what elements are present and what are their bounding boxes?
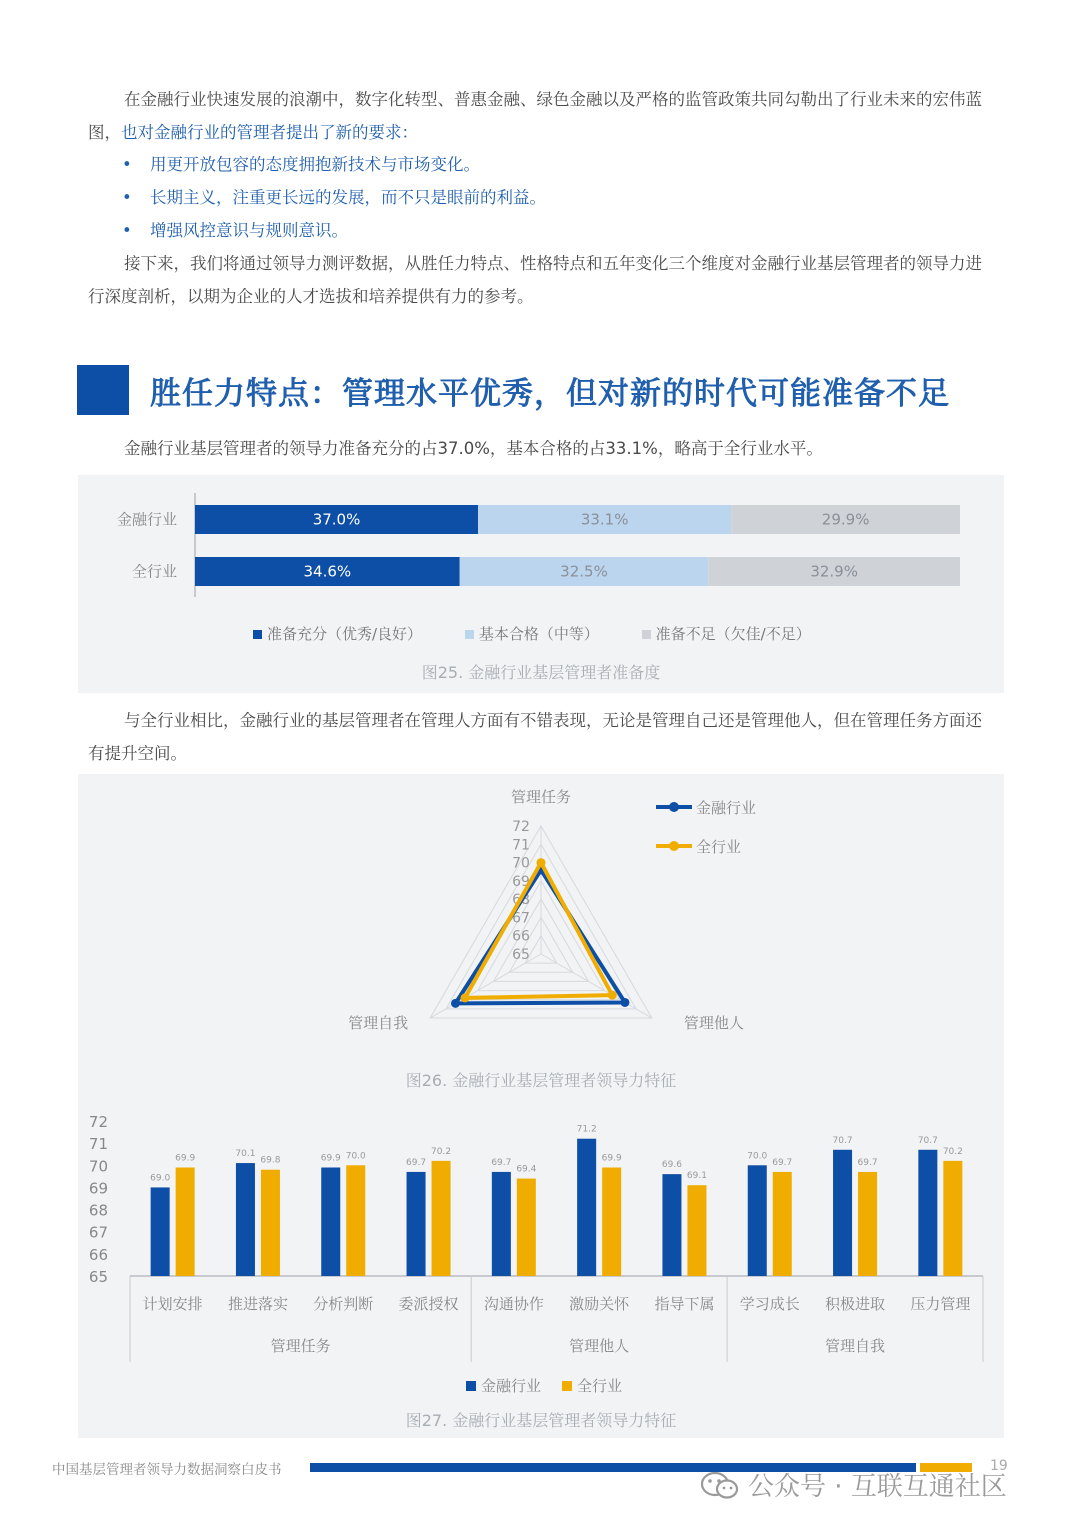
requirement-item: • 增强风控意识与规则意识。 [122, 214, 546, 247]
fig27-category-label: 推进落实 [227, 1295, 288, 1313]
fig27-data-label: 71.2 [576, 1124, 597, 1135]
fig27-bar [602, 1168, 621, 1277]
watermark [700, 1466, 1007, 1503]
fig27-legend-swatch [562, 1381, 572, 1391]
fig27-data-label: 70.0 [747, 1151, 768, 1162]
fig27-data-label: 69.7 [491, 1157, 512, 1168]
fig27-bar [407, 1172, 426, 1276]
radar-legend-marker [669, 841, 679, 851]
fig27-bar [943, 1161, 962, 1276]
fig27-data-label: 70.2 [942, 1146, 963, 1157]
fig27-legend-label: 全行业 [577, 1377, 623, 1395]
fig25-data-label: 37.0% [312, 510, 361, 529]
radar-tick-label: 66 [512, 928, 530, 945]
fig27-bar [492, 1172, 511, 1276]
fig27-bar [918, 1150, 937, 1276]
fig27-category-label: 委派授权 [398, 1295, 459, 1313]
fig27-category-label: 积极进取 [825, 1295, 886, 1313]
fig25-data-label: 29.9% [821, 510, 870, 529]
radar-tick-label: 72 [512, 819, 530, 835]
requirement-item: • 用更开放包容的态度拥抱新技术与市场变化。 [122, 148, 546, 181]
radar-tick-label: 67 [512, 910, 530, 927]
radar-tick-label: 69 [512, 873, 530, 890]
fig27-bar [833, 1150, 852, 1276]
fig27-y-tick-label: 68 [88, 1201, 108, 1220]
fig27-y-tick-label: 69 [88, 1179, 108, 1198]
legend-swatch-ready [253, 630, 262, 639]
intro-text-b: 也对金融行业的管理者提出了新的要求： [121, 123, 418, 142]
fig27-data-label: 69.9 [320, 1153, 341, 1164]
figure-26-caption: 图26. 金融行业基层管理者领导力特征 [405, 1071, 677, 1090]
radar-series-point [608, 991, 617, 1000]
page-number: 19 [990, 1458, 1008, 1474]
fig27-legend-label: 金融行业 [481, 1377, 542, 1395]
radar-tick-label: 71 [512, 837, 530, 854]
fig27-bar [858, 1172, 877, 1276]
fig27-bar [151, 1187, 170, 1276]
section-lead: 金融行业基层管理者的领导力准备充分的占37.0%，基本合格的占33.1%，略高于全行业水平。 [124, 439, 823, 458]
section-marker [77, 365, 129, 415]
fig27-data-label: 69.6 [661, 1160, 682, 1171]
figure-27-caption: 图27. 金融行业基层管理者领导力特征 [405, 1411, 677, 1430]
fig27-data-label: 69.4 [516, 1164, 537, 1175]
requirement-item: • 长期主义，注重更长远的发展，而不只是眼前的利益。 [122, 181, 546, 214]
fig27-data-label: 69.9 [601, 1153, 622, 1164]
fig27-bar [346, 1165, 365, 1276]
fig27-bar [321, 1168, 340, 1277]
fig25-category-label: 金融行业 [116, 510, 177, 529]
fig27-category-label: 压力管理 [910, 1295, 971, 1313]
fig27-data-label: 70.7 [832, 1135, 853, 1146]
fig27-data-label: 70.7 [917, 1135, 938, 1146]
leadership-radar-chart [78, 774, 1004, 1074]
intro-paragraph [88, 83, 998, 149]
radar-axis-label: 管理他人 [683, 1014, 744, 1032]
fig27-legend-swatch [466, 1381, 476, 1391]
fig27-data-label: 70.0 [345, 1151, 366, 1162]
fig27-data-label: 69.9 [175, 1153, 196, 1164]
fig27-data-label: 69.8 [260, 1155, 281, 1166]
fig27-data-label: 69.7 [772, 1157, 793, 1168]
fig27-group-label: 管理自我 [825, 1337, 886, 1355]
legend-swatch-basic [465, 630, 474, 639]
fig27-bar [577, 1139, 596, 1276]
fig27-category-label: 分析判断 [313, 1295, 374, 1313]
fig27-data-label: 69.7 [857, 1157, 878, 1168]
fig27-bar [687, 1185, 706, 1276]
fig27-data-label: 69.0 [150, 1173, 171, 1184]
radar-series-point [451, 999, 460, 1008]
radar-tick-label: 70 [512, 855, 530, 872]
fig27-bar [432, 1161, 451, 1276]
radar-tick-label: 68 [512, 892, 530, 909]
fig25-data-label: 32.9% [810, 562, 858, 581]
leadership-grouped-bar-chart [78, 1106, 1004, 1406]
fig27-bar [773, 1172, 792, 1276]
radar-series-point [460, 993, 469, 1002]
fig27-y-tick-label: 72 [88, 1113, 108, 1131]
section-title: 胜任力特点：管理水平优秀，但对新的时代可能准备不足 [150, 376, 950, 412]
figure-25-caption: 图25. 金融行业基层管理者准备度 [421, 663, 661, 682]
fig27-y-tick-label: 71 [88, 1135, 108, 1154]
fig27-y-tick-label: 70 [88, 1157, 108, 1176]
fig27-data-label: 70.2 [431, 1146, 452, 1157]
watermark-text: 公众号 · 互联互通社区 [748, 1472, 1007, 1502]
fig27-data-label: 69.7 [406, 1157, 427, 1168]
fig27-bar [176, 1168, 195, 1277]
legend-label-ready: 准备充分（优秀/良好） [267, 625, 423, 643]
wechat-icon [700, 1470, 740, 1500]
fig27-group-label: 管理他人 [569, 1337, 630, 1355]
fig27-y-tick-label: 65 [88, 1268, 108, 1286]
analysis-paragraph: 接下来，我们将通过领导力测评数据，从胜任力特点、性格特点和五年变化三个维度对金融行业基层管理者的领导力进行深度剖析，以期为企业的人才选拔和培养提供有力的参考。 [88, 254, 982, 306]
fig27-y-tick-label: 66 [88, 1245, 108, 1264]
radar-legend-label: 金融行业 [696, 799, 757, 817]
fig27-category-label: 沟通协作 [483, 1295, 544, 1313]
fig27-category-label: 激励关怀 [569, 1295, 630, 1313]
radar-axis-label: 管理自我 [348, 1014, 409, 1032]
fig27-group-label: 管理任务 [270, 1337, 331, 1355]
fig27-bar [662, 1174, 681, 1276]
fig25-category-label: 全行业 [131, 562, 177, 581]
intro-text-a: 在金融行业快速发展的浪潮中，数字化转型、普惠金融、绿色金融以及严格的监管政策共同勾勒出了行业未来的宏伟蓝图， [88, 90, 982, 142]
fig27-bar [261, 1170, 280, 1276]
radar-series-point [620, 998, 629, 1007]
figure-26-27-panel [78, 774, 1004, 1438]
requirement-list [122, 148, 546, 247]
radar-legend-label: 全行业 [696, 838, 742, 856]
fig25-legend [253, 623, 811, 644]
fig27-category-label: 学习成长 [739, 1295, 800, 1313]
fig27-category-label: 计划安排 [142, 1295, 203, 1313]
comparison-paragraph: 与全行业相比，金融行业的基层管理者在管理人方面有不错表现，无论是管理自己还是管理他人，但在管理任务方面还有提升空间。 [88, 711, 982, 763]
fig27-y-tick-label: 67 [88, 1223, 108, 1242]
radar-tick-label: 65 [512, 947, 530, 963]
radar-axis-label: 管理任务 [510, 788, 572, 806]
legend-label-lacking: 准备不足（欠佳/不足） [655, 625, 811, 643]
legend-swatch-lacking [642, 630, 651, 639]
figure-25-panel [78, 475, 1004, 693]
fig27-bar [748, 1165, 767, 1276]
fig27-data-label: 70.1 [235, 1149, 256, 1160]
fig25-data-label: 34.6% [303, 562, 352, 581]
fig27-category-label: 指导下属 [654, 1295, 715, 1313]
footer-title: 中国基层管理者领导力数据洞察白皮书 [52, 1462, 282, 1478]
radar-legend-marker [669, 802, 679, 812]
radar-series-point [537, 858, 546, 867]
fig27-bar [517, 1179, 536, 1276]
fig25-data-label: 32.5% [560, 562, 608, 581]
fig25-data-label: 33.1% [580, 510, 629, 529]
fig27-data-label: 69.1 [686, 1171, 707, 1182]
legend-label-basic: 基本合格（中等） [478, 625, 599, 643]
fig27-bar [236, 1163, 255, 1276]
